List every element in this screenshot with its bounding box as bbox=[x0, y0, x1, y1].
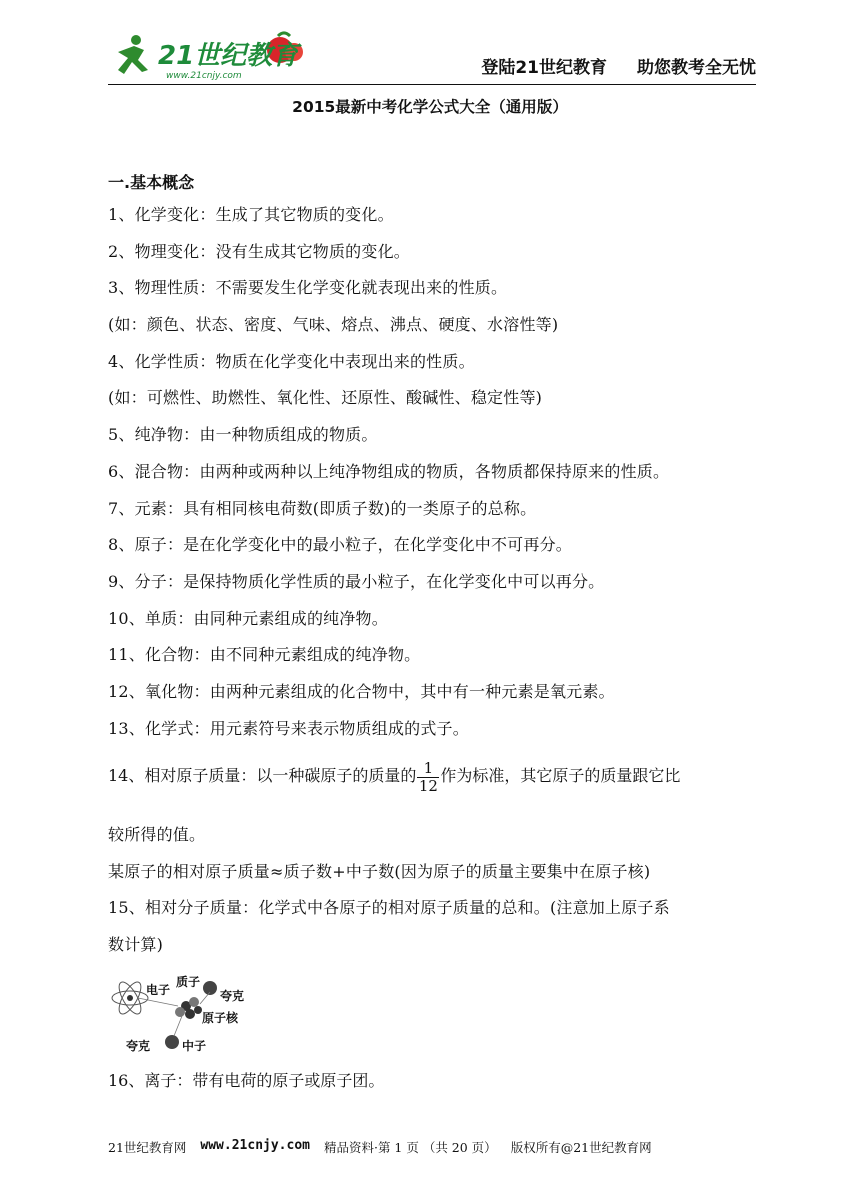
slogan-right: 助您教考全无忧 bbox=[637, 58, 756, 78]
definition-line: 数计算) bbox=[108, 934, 164, 954]
definition-line: (如：颜色、状态、密度、气味、熔点、沸点、硬度、水溶性等) bbox=[108, 315, 559, 335]
definition-line: 9、分子：是保持物质化学性质的最小粒子，在化学变化中可以再分。 bbox=[108, 571, 605, 591]
label-proton: 质子 bbox=[176, 975, 201, 989]
label-nucleus: 原子核 bbox=[202, 1011, 239, 1025]
footer-site: 21世纪教育网 bbox=[108, 1140, 187, 1155]
relative-atomic-mass-line bbox=[108, 758, 680, 793]
header-slogans bbox=[481, 53, 756, 78]
footer-page-info: 精品资料·第 1 页 （共 20 页） bbox=[323, 1140, 497, 1155]
svg-text:www.21cnjy.com: www.21cnjy.com bbox=[166, 71, 242, 81]
label-quark-top: 夸克 bbox=[220, 989, 245, 1003]
definition-line: 12、氧化物：由两种元素组成的化合物中，其中有一种元素是氧元素。 bbox=[108, 681, 615, 701]
definition-line: 4、化学性质：物质在化学变化中表现出来的性质。 bbox=[108, 351, 475, 371]
footer-copyright: 版权所有@21世纪教育网 bbox=[510, 1140, 652, 1155]
definition-line: 2、物理变化：没有生成其它物质的变化。 bbox=[108, 241, 410, 261]
page-footer bbox=[108, 1138, 652, 1156]
definition-line: 11、化合物：由不同种元素组成的纯净物。 bbox=[108, 645, 421, 665]
definition-line: 16、离子：带有电荷的原子或原子团。 bbox=[108, 1071, 385, 1090]
fraction-one-twelfth bbox=[417, 760, 439, 795]
line14-after: 作为标准，其它原子的质量跟它比 bbox=[440, 765, 681, 785]
definition-line: 7、元素：具有相同核电荷数(即质子数)的一类原子的总称。 bbox=[108, 498, 537, 518]
nucleus-icon bbox=[175, 997, 202, 1019]
definition-line: 10、单质：由同种元素组成的纯净物。 bbox=[108, 608, 388, 628]
definition-line: 1、化学变化：生成了其它物质的变化。 bbox=[108, 205, 394, 224]
definition-line: 较所得的值。 bbox=[108, 825, 206, 844]
label-quark-bottom: 夸克 bbox=[126, 1039, 151, 1053]
fraction-denominator: 12 bbox=[418, 777, 438, 795]
definition-line: 8、原子：是在化学变化中的最小粒子，在化学变化中不可再分。 bbox=[108, 535, 572, 555]
page-title: 2015最新中考化学公式大全（通用版） bbox=[292, 98, 568, 116]
slogan-left: 登陆21世纪教育 bbox=[481, 58, 607, 78]
definition-line: 3、物理性质：不需要发生化学变化就表现出来的性质。 bbox=[108, 278, 508, 298]
svg-text:21世纪教育: 21世纪教育 bbox=[158, 41, 299, 71]
label-electron: 电子 bbox=[146, 983, 171, 997]
neutron-icon bbox=[165, 1035, 179, 1049]
definition-line: 某原子的相对原子质量≈质子数+中子数(因为原子的质量主要集中在原子核) bbox=[108, 861, 651, 881]
page-header bbox=[108, 30, 756, 84]
definition-line: 15、相对分子质量：化学式中各原子的相对原子质量的总和。(注意加上原子系 bbox=[108, 898, 670, 917]
21cnjy-logo bbox=[108, 30, 308, 82]
label-neutron: 中子 bbox=[182, 1039, 207, 1053]
definition-line: 6、混合物：由两种或两种以上纯净物组成的物质，各物质都保持原来的性质。 bbox=[108, 461, 670, 481]
definition-line: 13、化学式：用元素符号来表示物质组成的式子。 bbox=[108, 718, 469, 738]
quark-icon bbox=[203, 981, 217, 995]
line14-before: 14、相对原子质量：以一种碳原子的质量的 bbox=[108, 765, 417, 785]
atom-structure-diagram bbox=[108, 972, 258, 1054]
definition-line: (如：可燃性、助燃性、氧化性、还原性、酸碱性、稳定性等) bbox=[108, 388, 543, 408]
section-heading: 一.基本概念 bbox=[108, 173, 195, 192]
definition-line: 5、纯净物：由一种物质组成的物质。 bbox=[108, 425, 378, 445]
footer-url: www.21cnjy.com bbox=[200, 1138, 310, 1153]
definition-list bbox=[108, 203, 758, 753]
header-divider bbox=[108, 84, 756, 85]
fraction-numerator: 1 bbox=[423, 759, 434, 777]
definition-list-continued bbox=[108, 823, 758, 969]
